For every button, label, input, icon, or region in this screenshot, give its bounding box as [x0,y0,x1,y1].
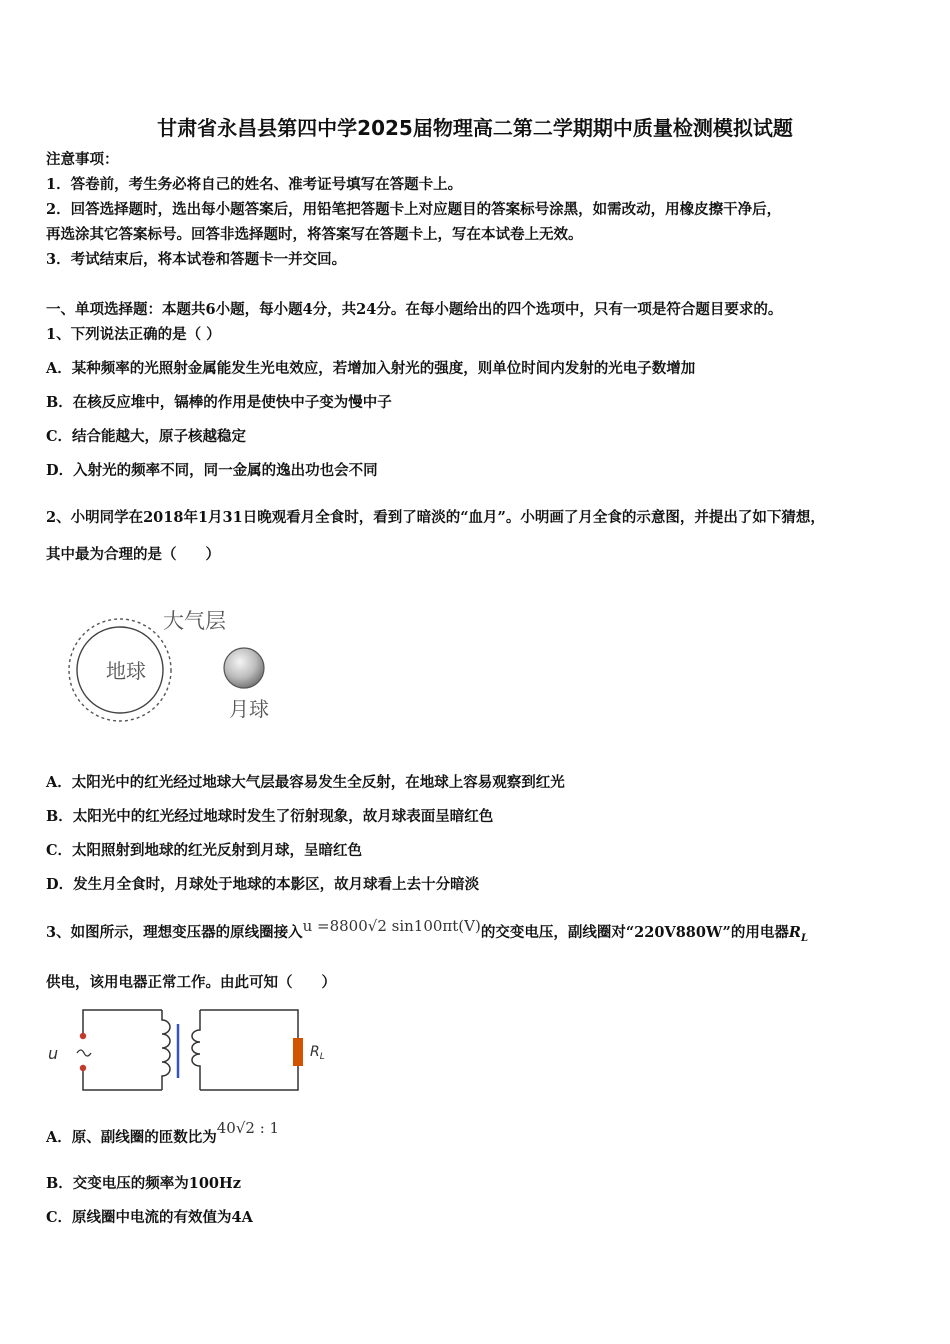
question-2-stem: 2、小明同学在2018年1月31日晚观看月全食时，看到了暗淡的“血月”。小明画了月全食的示意图，并提出了如下猜想， [46,509,825,526]
page-title: 甘肃省永昌县第四中学2025届物理高二第二学期期中质量检测模拟试题 [157,116,793,140]
question-1-stem: 1、下列说法正确的是（ ） [46,326,221,343]
moon-label: 月球 [229,697,269,721]
question-3-stem-post: 的交变电压，副线圈对“220V880W”的用电器 [480,924,789,941]
notice-item: 再选涂其它答案标号。回答非选择题时，将答案写在答题卡上，写在本试卷上无效。 [46,226,583,243]
notice-heading: 注意事项： [46,151,119,168]
question-2-option-a: A．太阳光中的红光经过地球大气层最容易发生全反射，在地球上容易观察到红光 [46,774,565,791]
section-heading: 一、单项选择题：本题共6小题，每小题4分，共24分。在每小题给出的四个选项中，只有一项是符合题目要求的。 [46,301,783,318]
earth-label: 地球 [106,659,146,683]
question-1-option-d: D．入射光的频率不同，同一金属的逸出功也会不同 [46,462,378,479]
notice-item: 1．答卷前，考生务必将自己的姓名、准考证号填写在答题卡上。 [46,176,463,193]
question-3-stem [46,917,808,949]
question-2-option-b: B．太阳光中的红光经过地球时发生了衍射现象，故月球表面呈暗红色 [46,808,494,825]
lunar-eclipse-diagram [60,600,290,730]
question-2-option-c: C．太阳照射到地球的红光反射到月球，呈暗红色 [46,842,363,859]
primary-coil [162,1010,170,1090]
question-3-stem-cont: 供电，该用电器正常工作。由此可知（ ） [46,974,336,991]
notice-item: 2．回答选择题时，选出每小题答案后，用铅笔把答题卡上对应题目的答案标号涂黑，如需改动，用橡皮擦干净后， [46,201,782,218]
voltage-formula: u =8800√2 sin100πt(V) [302,917,481,935]
question-3-option-a [46,1119,280,1148]
question-1-option-b: B．在核反应堆中，镉棒的作用是使快中子变为慢中子 [46,394,392,411]
load-resistor [293,1038,303,1066]
question-3-stem-pre: 3、如图所示，理想变压器的原线圈接入 [46,924,303,941]
question-1-option-a: A．某种频率的光照射金属能发生光电效应，若增加入射光的强度，则单位时间内发射的光电子数增加 [46,360,696,377]
atmosphere-label: 大气层 [163,609,226,633]
load-symbol: R [788,924,801,941]
turns-ratio-formula: 40√2 : 1 [216,1119,280,1137]
notice-item: 3．考试结束后，将本试卷和答题卡一并交回。 [46,251,347,268]
load-subscript: L [800,932,808,944]
option-a-text: A．原、副线圈的匝数比为 [46,1129,217,1146]
question-1-option-c: C．结合能越大，原子核越稳定 [46,428,247,445]
ac-source-icon [77,1050,91,1056]
question-2-stem-cont: 其中最为合理的是（ ） [46,546,220,563]
terminal-dot [80,1065,86,1071]
question-3-option-b: B．交变电压的频率为100Hz [46,1175,241,1192]
u-label: u [48,1044,59,1063]
question-2-option-d: D．发生月全食时，月球处于地球的本影区，故月球看上去十分暗淡 [46,876,480,893]
secondary-coil [192,1010,200,1090]
moon-circle [224,648,264,688]
question-3-option-c: C．原线圈中电流的有效值为4A [46,1209,253,1226]
r-label: $R_L$ [310,1044,325,1062]
terminal-dot [80,1033,86,1039]
transformer-circuit [44,1000,344,1100]
